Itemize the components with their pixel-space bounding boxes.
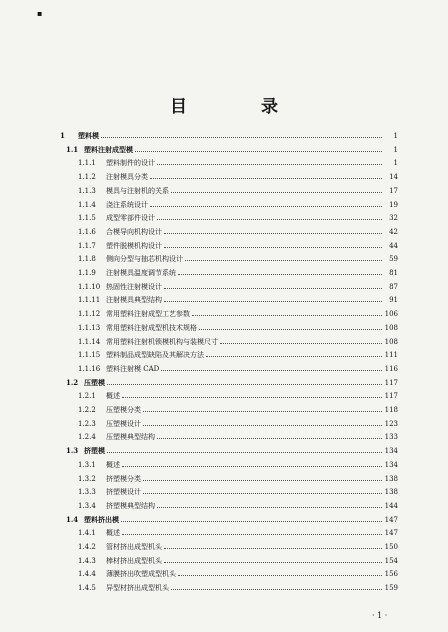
toc-entry-page: 1 — [393, 132, 398, 140]
toc-entry — [78, 389, 398, 401]
toc-entry — [78, 472, 398, 484]
toc-entry — [78, 321, 398, 333]
toc-entry — [66, 143, 398, 155]
dot-leader — [157, 211, 382, 220]
toc-entry-title: 浇注系统设计 — [106, 200, 148, 209]
toc-entry-number: 1 — [60, 131, 65, 140]
toc-entry-page: 138 — [384, 488, 398, 497]
toc-entry — [78, 526, 398, 538]
dot-leader — [150, 170, 382, 179]
toc-entry — [78, 293, 398, 305]
dot-leader — [164, 554, 382, 563]
dot-leader — [164, 540, 382, 549]
toc-entry-number: 1.4.2 — [78, 543, 96, 551]
toc-entry-page: 14 — [389, 173, 398, 182]
dot-leader — [164, 280, 382, 289]
toc-entry-title: 塑料注射成型模 — [84, 144, 133, 154]
toc-entry-title: 模具与注射机的关系 — [106, 186, 169, 195]
toc-entry-page: 117 — [384, 392, 398, 401]
toc-entry-number: 1.3.4 — [78, 501, 96, 510]
dot-leader — [143, 472, 382, 481]
toc-entry — [60, 129, 398, 141]
toc-entry-title: 管材挤出成型机头 — [106, 543, 162, 551]
toc-entry — [78, 307, 398, 319]
toc-entry — [66, 513, 398, 525]
toc-entry-title: 塑料制品成型缺陷及其解决方法 — [106, 351, 204, 360]
toc-entry-title: 热固性注射模设计 — [106, 282, 162, 291]
dot-leader — [206, 348, 382, 357]
toc-entry — [78, 225, 398, 237]
toc-entry-page: 108 — [384, 337, 398, 346]
toc-entry — [78, 348, 398, 360]
toc-entry — [78, 430, 398, 442]
toc-entry — [78, 581, 398, 593]
toc-entry-title: 合模导向机构设计 — [106, 227, 162, 236]
dot-leader — [185, 252, 382, 261]
toc-entry-number: 1.1.12 — [78, 310, 101, 319]
toc-entry-page: 111 — [384, 351, 398, 360]
toc-entry — [78, 554, 398, 566]
toc-entry-page: 134 — [384, 447, 398, 456]
toc-entry-number: 1.4.3 — [78, 556, 96, 565]
toc-entry-title: 概述 — [106, 460, 120, 469]
dot-leader — [157, 430, 382, 439]
toc-entry-number: 1.4.5 — [78, 584, 96, 593]
toc-entry-page: 42 — [389, 227, 398, 236]
toc-entry-title: 注射模具分类 — [106, 173, 148, 182]
toc-entry-page: 19 — [389, 200, 398, 209]
dot-leader — [107, 376, 382, 385]
toc-entry-number: 1.4 — [66, 514, 79, 524]
toc-entry-page: 156 — [384, 570, 398, 579]
toc-entry-title: 常用塑料注射成型工艺参数 — [106, 310, 190, 319]
toc-entry-number: 1.1.8 — [78, 255, 96, 264]
toc-entry-page: 32 — [389, 214, 398, 223]
toc-entry-number: 1.3.1 — [78, 460, 96, 469]
toc-entry — [78, 280, 398, 292]
toc-entry — [78, 499, 398, 511]
dot-leader — [122, 526, 382, 535]
toc-entry-number: 1.2 — [66, 377, 79, 387]
dot-leader — [164, 293, 382, 302]
toc-entry — [66, 376, 398, 388]
dot-leader — [178, 567, 382, 576]
toc-entry-page: 147 — [384, 515, 398, 524]
toc-entry-page: 81 — [389, 269, 398, 277]
toc-entry-page: 1 — [393, 159, 398, 168]
toc-entry — [78, 403, 398, 415]
dot-leader — [171, 581, 382, 590]
toc-entry — [66, 444, 398, 456]
toc-entry-title: 挤塑模设计 — [106, 488, 141, 497]
dot-leader — [157, 156, 382, 165]
toc-entry-page: 17 — [389, 186, 398, 195]
toc-entry-page: 91 — [389, 296, 398, 305]
toc-entry-title: 注射模具温度调节系统 — [106, 269, 176, 277]
toc-entry-page: 159 — [384, 584, 398, 593]
page-title: 目 录 — [170, 97, 312, 117]
page-number-footer: · 1 · — [372, 611, 388, 620]
dot-leader — [101, 129, 382, 138]
toc-entry — [78, 335, 398, 347]
toc-entry-page: 154 — [384, 556, 398, 565]
dot-leader — [143, 403, 382, 412]
toc-entry-number: 1.1.1 — [78, 159, 96, 168]
toc-entry-title: 塑件脱模机构设计 — [106, 241, 162, 250]
dot-leader — [121, 513, 382, 522]
toc-entry-title: 压塑模 — [84, 377, 105, 387]
toc-entry-title: 棒材挤出成型机头 — [106, 556, 162, 565]
toc-entry-number: 1.1.11 — [78, 296, 101, 305]
dot-leader — [164, 239, 382, 248]
toc-entry-title: 压塑模分类 — [106, 406, 141, 414]
toc-entry-title: 压塑模典型结构 — [106, 433, 155, 442]
toc-entry-page: 116 — [384, 364, 398, 373]
toc-entry — [78, 567, 398, 579]
toc-entry-page: 44 — [389, 241, 398, 250]
dot-leader — [164, 225, 382, 234]
toc-entry-title: 常用塑料注射成型机技术规格 — [106, 323, 197, 332]
toc-entry — [78, 170, 398, 182]
toc-entry-page: 147 — [384, 529, 398, 538]
toc-entry-number: 1.1.7 — [78, 241, 96, 250]
dot-leader — [178, 266, 382, 275]
toc-entry-title: 挤塑模典型结构 — [106, 501, 155, 510]
dot-leader — [150, 198, 382, 207]
toc-entry — [78, 156, 398, 168]
toc-entry-number: 1.1.6 — [78, 227, 96, 236]
toc-entry-number: 1.1.16 — [78, 364, 101, 373]
toc-entry-page: 87 — [389, 282, 398, 291]
toc-entry — [78, 198, 398, 210]
toc-entry-page: 150 — [384, 543, 398, 551]
dot-leader — [199, 321, 382, 330]
dot-leader — [157, 499, 382, 508]
toc-entry-number: 1.2.2 — [78, 406, 96, 414]
toc-entry-page: 118 — [384, 406, 398, 414]
toc-entry — [78, 362, 398, 374]
toc-entry-page: 144 — [384, 501, 398, 510]
toc-entry-page: 106 — [384, 310, 398, 319]
toc-entry — [78, 211, 398, 223]
toc-entry-number: 1.4.1 — [78, 529, 96, 538]
dot-leader — [161, 362, 382, 371]
toc-entry-title: 常用塑料注射机锁模机构与装模尺寸 — [106, 337, 218, 346]
toc-entry-number: 1.2.3 — [78, 419, 96, 428]
toc-entry-number: 1.2.4 — [78, 433, 96, 442]
toc-entry-title: 异型材挤出成型机头 — [106, 584, 169, 593]
toc-entry-page: 1 — [393, 145, 398, 154]
toc-entry-title: 概述 — [106, 529, 120, 538]
toc-entry-number: 1.1.13 — [78, 323, 101, 332]
toc-entry-title: 压塑模设计 — [106, 419, 141, 428]
toc-entry-title: 塑料注射模 CAD — [106, 364, 160, 373]
toc-entry-page: 59 — [389, 255, 398, 264]
toc-entry-page: 123 — [384, 419, 398, 428]
toc-entry-number: 1.3.2 — [78, 474, 96, 483]
toc-entry-title: 薄膜挤出吹塑成型机头 — [106, 570, 176, 579]
toc-entry — [78, 239, 398, 251]
toc-entry-number: 1.1.5 — [78, 214, 96, 223]
toc-entry-number: 1.1.4 — [78, 200, 96, 209]
dot-leader — [220, 335, 382, 344]
toc-entry-number: 1.1 — [66, 144, 79, 154]
toc-entry-title: 塑料模 — [78, 131, 99, 140]
toc-entry-page: 133 — [384, 433, 398, 442]
toc-entry-title: 侧向分型与抽芯机构设计 — [106, 255, 183, 264]
dot-leader — [135, 143, 382, 152]
dot-leader — [143, 485, 382, 494]
toc-entry-page: 117 — [384, 378, 398, 387]
toc-entry-title: 塑料制件的设计 — [106, 159, 155, 168]
toc-entry — [78, 252, 398, 264]
toc-entry-title: 挤塑模 — [84, 446, 105, 456]
toc-entry-title: 概述 — [106, 392, 120, 401]
toc-entry-page: 138 — [384, 474, 398, 483]
toc-entry-title: 注射模具典型结构 — [106, 296, 162, 305]
toc-entry-number: 1.1.10 — [78, 282, 101, 291]
dot-leader — [143, 417, 382, 426]
dot-leader — [122, 458, 382, 467]
toc-entry-title: 挤塑模分类 — [106, 474, 141, 483]
toc-entry — [78, 184, 398, 196]
toc-entry-number: 1.1.14 — [78, 337, 101, 346]
corner-mark: ▪ — [37, 9, 43, 18]
toc-entry-number: 1.3.3 — [78, 488, 96, 497]
toc-entry-number: 1.3 — [66, 446, 79, 456]
toc-entry — [78, 485, 398, 497]
toc-entry-number: 1.4.4 — [78, 570, 96, 579]
toc-entry-number: 1.1.9 — [78, 269, 96, 277]
dot-leader — [122, 389, 382, 398]
toc-entry — [78, 266, 398, 278]
toc-entry-number: 1.1.3 — [78, 186, 96, 195]
toc-entry-title: 塑料挤出模 — [84, 514, 119, 524]
toc-entry — [78, 458, 398, 470]
toc-entry-page: 108 — [384, 323, 398, 332]
dot-leader — [192, 307, 382, 316]
toc-entry-number: 1.1.2 — [78, 173, 96, 182]
toc-entry — [78, 417, 398, 429]
toc-entry-page: 134 — [384, 460, 398, 469]
toc-entry-number: 1.1.15 — [78, 351, 101, 360]
toc-entry-number: 1.2.1 — [78, 392, 96, 401]
dot-leader — [107, 444, 382, 453]
dot-leader — [171, 184, 382, 193]
toc-entry-title: 成型零部件设计 — [106, 214, 155, 223]
toc-entry — [78, 540, 398, 552]
